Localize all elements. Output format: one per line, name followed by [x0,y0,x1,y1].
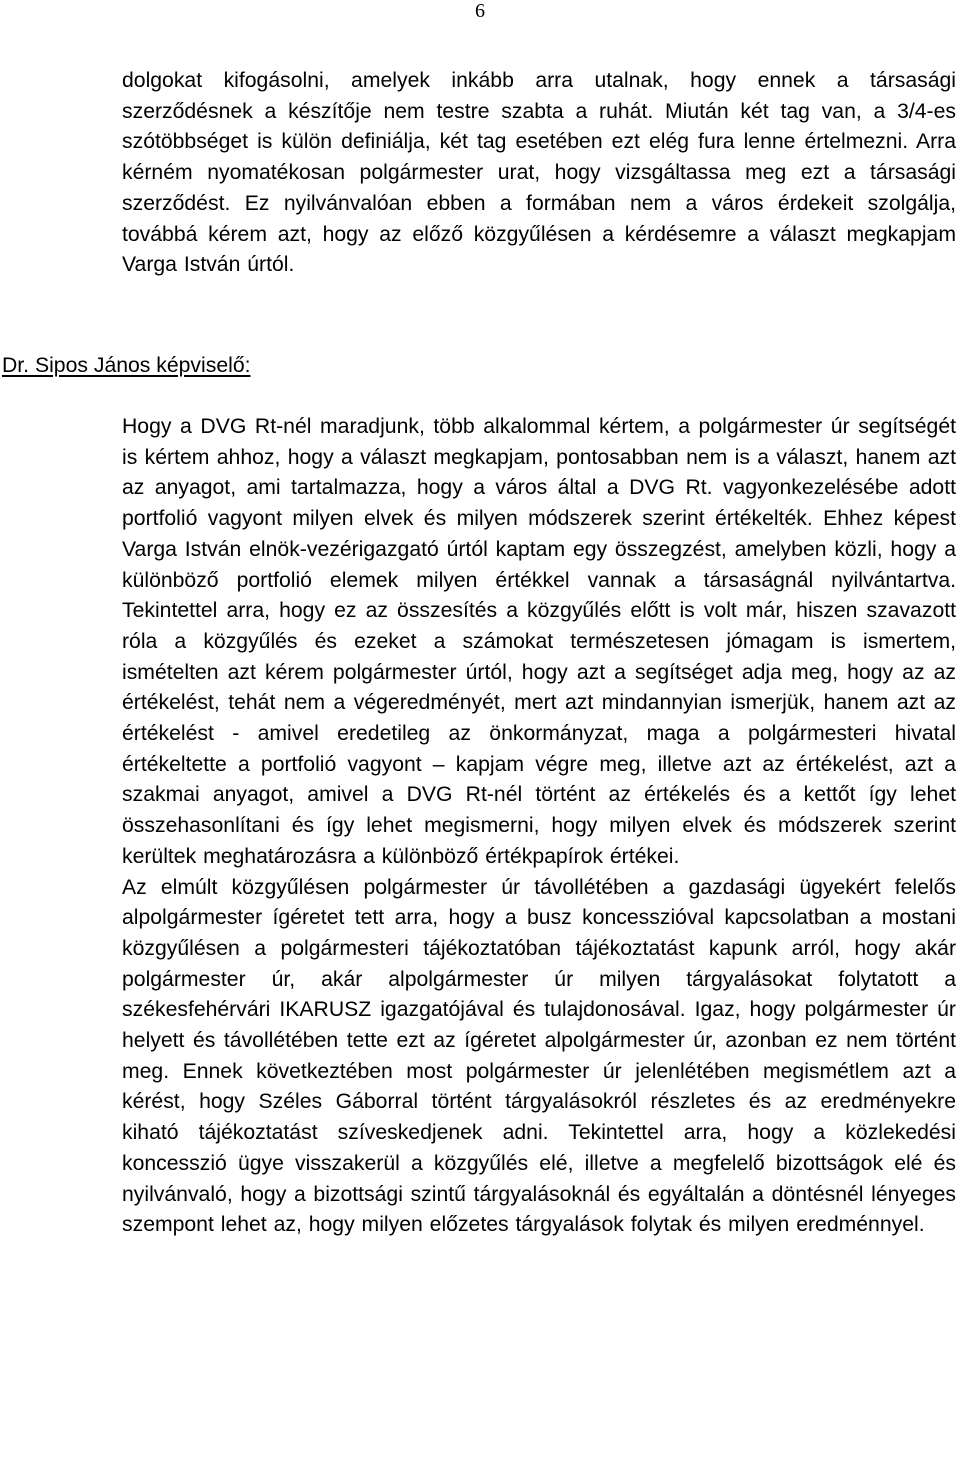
page-number [0,0,960,22]
speaker-heading: Dr. Sipos János képviselő: [2,354,251,377]
intro-paragraph-block [122,66,956,281]
page-number-text: 6 [475,0,485,22]
intro-paragraph: dolgokat kifogásolni, amelyek inkább arra utalnak, hogy ennek a társasági szerződésnek a készítője nem testre szabta a ruhát. Miután két tag van, a 3/4-es szótöbbséget is külön definiálja, két tag esetében ezt elég fura lenne értelmezni. Arra kérném nyomatékosan polgármester urat, hogy vizsgáltassa meg ezt a társasági szerződést. Ez nyilvánvalóan ebben a formában nem a város érdekeit szolgálja, továbbá kérem azt, hogy az előző közgyűlésen a kérdésemre a választ megkapjam Varga István úrtól. [122,69,956,277]
speech-paragraph-1: Hogy a DVG Rt-nél maradjunk, több alkalommal kértem, a polgármester úr segítségét is kértem ahhoz, hogy a választ megkapjam, pontosabban nem is a választ, hanem azt az anyagot, ami tartalmazza, hogy a város által a DVG Rt. vagyonkezelésébe adott portfolió vagyont milyen elvek és milyen módszerek szerint értékelték. Ehhez képest Varga István elnök-vezérigazgató úrtól kaptam egy összegzést, amelyben közli, hogy a különböző portfolió elemek milyen értékkel vannak a társaságnál nyilvántartva. Tekintettel arra, hogy ez az összesítés a közgyűlés előtt is volt már, hiszen szavazott róla a közgyűlés és ezeket a számokat természetesen jómagam is ismertem, ismételten azt kérem polgármester úrtól, hogy azt a segítséget adja meg, hogy az az értékelést, tehát nem a végeredményét, mert azt mindannyian ismerjük, hanem azt az értékelést - amivel eredetileg az önkormányzat, maga a polgármesteri hivatal értékeltette a portfolió vagyont – kapjam végre meg, illetve azt az értékelést, azt a szakmai anyagot, amivel a DVG Rt-nél történt az értékelés és a kettőt így lehet összehasonlítani és így lehet megismerni, hogy milyen elvek és módszerek szerint kerültek meghatározásra a különböző értékpapírok értékei. [122,415,956,868]
speech-paragraph-2: Az elmúlt közgyűlésen polgármester úr távollétében a gazdasági ügyekért felelős alpolgármester ígéretet tett arra, hogy a busz koncesszióval kapcsolatban a mostani közgyűlésen a polgármesteri tájékoztatóban tájékoztatást kapunk arról, hogy akár polgármester úr, akár alpolgármester úr milyen tárgyalásokat folytatott a székesfehérvári IKARUSZ igazgatójával és tulajdonosával. Igaz, hogy polgármester úr helyett és távollétében tette ezt az ígéretet alpolgármester úr, azonban ez nem történt meg. Ennek következtében most polgármester úr jelenlétében megismétlem azt a kérést, hogy Széles Gáborral történt tárgyalásokról részletes és az eredményekre kiható tájékoztatást szíveskedjenek adni. Tekintettel arra, hogy a közlekedési koncesszió ügye visszakerül a közgyűlés elé, illetve a megfelelő bizottságok elé és nyilvánvaló, hogy a bizottsági szintű tárgyalásoknál és egyáltalán a döntésnél lényeges szempont lehet az, hogy milyen előzetes tárgyalások folytak és milyen eredménnyel. [122,875,956,1237]
speech-block [122,412,956,1241]
